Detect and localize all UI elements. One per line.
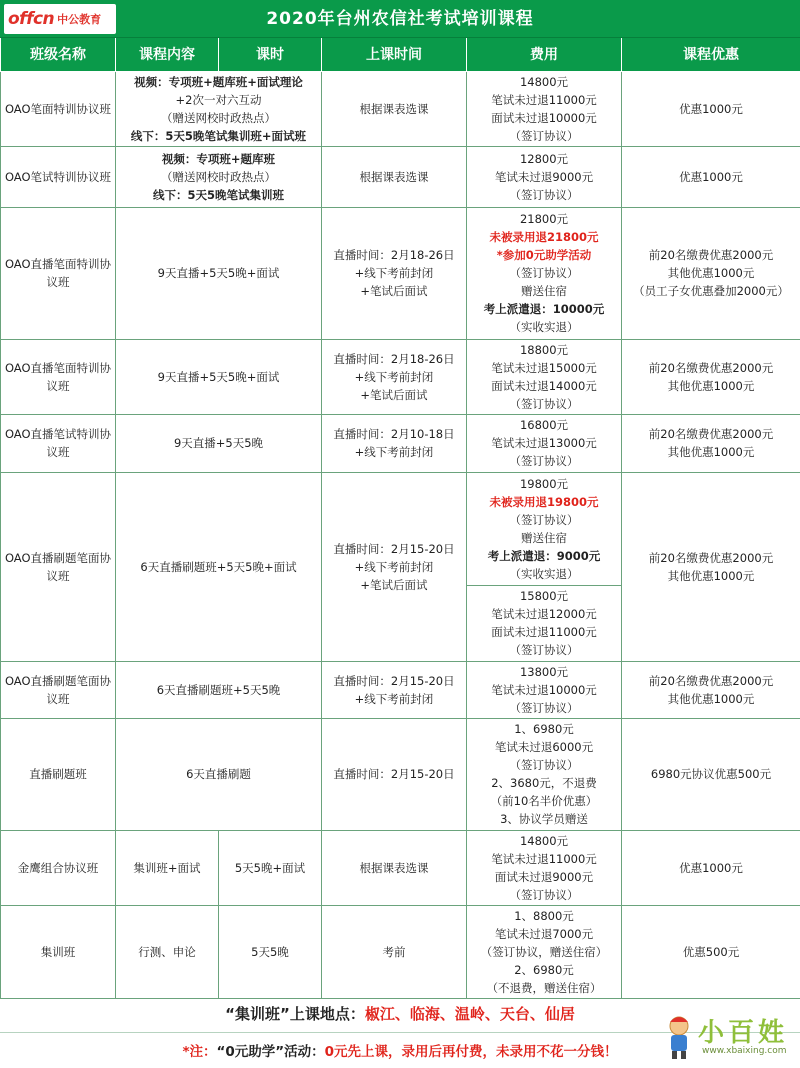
header-bar — [0, 0, 800, 38]
course-content: 9天直播+5天5晚 — [116, 414, 322, 472]
course-content: 视频：专项班+题库班 （赠送网校时政热点） 线下：5天5晚笔试集训班 — [116, 146, 322, 207]
watermark-url: www.xbaixing.com — [702, 1046, 787, 1056]
class-name: 金鹰组合协议班 — [1, 830, 116, 905]
note-text: 0元先上课，录用后再付费，未录用不花一分钱！ — [324, 1044, 618, 1060]
table-row — [1, 146, 800, 207]
class-name: OAO直播笔面特训协议班 — [1, 207, 116, 339]
discount: 前20名缴费优惠2000元 其他优惠1000元 （员工子女优惠叠加2000元） — [622, 207, 800, 339]
table-row — [1, 207, 800, 339]
class-time: 直播时间：2月15-20日 — [322, 718, 467, 830]
class-hours: 5天5晚 — [219, 905, 322, 998]
fee: 18800元 笔试未过退15000元 面试未过退14000元 （签订协议） — [467, 339, 622, 414]
fee: 21800元 未被录用退21800元 *参加0元助学活动 （签订协议） 赠送住宿 考上派遣退：10000元 （实收实退） — [467, 207, 622, 339]
class-name: OAO笔面特训协议班 — [1, 71, 116, 146]
col-content: 课程内容 — [116, 38, 219, 71]
discount: 6980元协议优惠500元 — [622, 718, 800, 830]
course-content: 行测、申论 — [116, 905, 219, 998]
mascot-icon — [662, 1014, 696, 1060]
col-hours: 课时 — [219, 38, 322, 71]
location-places: 椒江、临海、温岭、天台、仙居 — [364, 1005, 575, 1023]
discount: 前20名缴费优惠2000元 其他优惠1000元 — [622, 414, 800, 472]
table-row — [1, 718, 800, 830]
col-time: 上课时间 — [322, 38, 467, 71]
note-event: “0元助学”活动： — [216, 1044, 325, 1060]
class-time: 直播时间：2月15-20日 +线下考前封闭 +笔试后面试 — [322, 472, 467, 661]
discount: 前20名缴费优惠2000元 其他优惠1000元 — [622, 472, 800, 661]
class-name: OAO直播笔试特训协议班 — [1, 414, 116, 472]
watermark-text: 小百姓 — [698, 1018, 789, 1048]
class-hours: 5天5晚+面试 — [219, 830, 322, 905]
fee: 15800元 笔试未过退12000元 面试未过退11000元 （签订协议） — [467, 585, 622, 661]
table-row — [1, 661, 800, 718]
class-name: OAO笔试特训协议班 — [1, 146, 116, 207]
class-name: 集训班 — [1, 905, 116, 998]
course-table — [0, 38, 800, 999]
note-label: *注： — [182, 1044, 217, 1060]
fee: 13800元 笔试未过退10000元 （签订协议） — [467, 661, 622, 718]
table-row — [1, 830, 800, 905]
class-name: 直播刷题班 — [1, 718, 116, 830]
course-content: 6天直播刷题班+5天5晚 — [116, 661, 322, 718]
fee: 1、6980元 笔试未过退6000元 （签订协议） 2、3680元，不退费 （前10名半价优惠） 3、协议学员赠送 — [467, 718, 622, 830]
table-row — [1, 414, 800, 472]
discount: 前20名缴费优惠2000元 其他优惠1000元 — [622, 339, 800, 414]
class-time: 根据课表选课 — [322, 71, 467, 146]
table-row — [1, 71, 800, 146]
logo-text: 中公教育 — [57, 13, 102, 26]
class-time: 直播时间：2月10-18日 +线下考前封闭 — [322, 414, 467, 472]
discount: 优惠1000元 — [622, 146, 800, 207]
table-row — [1, 905, 800, 998]
course-content: 6天直播刷题班+5天5晚+面试 — [116, 472, 322, 661]
fee: 12800元 笔试未过退9000元 （签订协议） — [467, 146, 622, 207]
discount: 优惠1000元 — [622, 830, 800, 905]
class-name: OAO直播笔面特训协议班 — [1, 339, 116, 414]
logo-mark: offcn — [8, 9, 55, 29]
class-time: 根据课表选课 — [322, 146, 467, 207]
col-fee: 费用 — [467, 38, 622, 71]
col-class-name: 班级名称 — [1, 38, 116, 71]
watermark — [662, 1010, 792, 1062]
class-time: 直播时间：2月18-26日 +线下考前封闭 +笔试后面试 — [322, 339, 467, 414]
fee: 19800元 未被录用退19800元 （签订协议） 赠送住宿 考上派遣退：9000元 （实收实退） — [467, 472, 622, 585]
class-name: OAO直播刷题笔面协议班 — [1, 472, 116, 661]
class-time: 考前 — [322, 905, 467, 998]
class-time: 直播时间：2月18-26日 +线下考前封闭 +笔试后面试 — [322, 207, 467, 339]
class-time: 直播时间：2月15-20日 +线下考前封闭 — [322, 661, 467, 718]
course-content: 集训班+面试 — [116, 830, 219, 905]
discount: 优惠500元 — [622, 905, 800, 998]
course-content: 视频：专项班+题库班+面试理论 +2次一对六互动 （赠送网校时政热点） 线下：5天5晚笔试集训班+面试班 — [116, 71, 322, 146]
discount: 优惠1000元 — [622, 71, 800, 146]
fee: 14800元 笔试未过退11000元 面试未过退9000元 （签订协议） — [467, 830, 622, 905]
page-title: 2020年台州农信社考试培训课程 — [266, 9, 534, 29]
fee: 14800元 笔试未过退11000元 面试未过退10000元 （签订协议） — [467, 71, 622, 146]
course-content: 6天直播刷题 — [116, 718, 322, 830]
fee: 1、8800元 笔试未过退7000元 （签订协议，赠送住宿） 2、6980元 （不退费，赠送住宿） — [467, 905, 622, 998]
course-content: 9天直播+5天5晚+面试 — [116, 207, 322, 339]
col-discount: 课程优惠 — [622, 38, 800, 71]
location-label: “集训班”上课地点： — [225, 1005, 365, 1023]
course-content: 9天直播+5天5晚+面试 — [116, 339, 322, 414]
class-name: OAO直播刷题笔面协议班 — [1, 661, 116, 718]
discount: 前20名缴费优惠2000元 其他优惠1000元 — [622, 661, 800, 718]
table-row — [1, 339, 800, 414]
fee: 16800元 笔试未过退13000元 （签订协议） — [467, 414, 622, 472]
table-row — [1, 472, 800, 585]
class-time: 根据课表选课 — [322, 830, 467, 905]
table-header-row — [1, 38, 800, 71]
